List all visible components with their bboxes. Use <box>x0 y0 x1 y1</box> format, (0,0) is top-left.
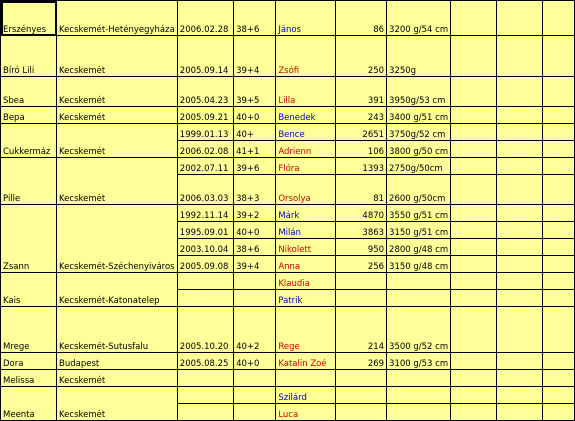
table-row <box>1 273 575 290</box>
cell-birth-weight[interactable]: 3750g/52 cm <box>387 124 451 141</box>
cell-extra-2[interactable] <box>497 141 543 158</box>
cell-gestation-week[interactable]: 40+0 <box>234 353 276 370</box>
cell-child-name[interactable]: Adrienn <box>276 141 336 158</box>
cell-extra-1[interactable] <box>451 256 497 273</box>
cell-extra-2[interactable] <box>497 77 543 107</box>
cell-birth-date[interactable]: 1999.01.13 <box>177 124 233 141</box>
cell-birth-weight[interactable]: 2800 g/48 cm <box>387 239 451 256</box>
cell-nickname[interactable]: Dora <box>1 353 57 370</box>
cell-extra-1[interactable] <box>451 1 497 36</box>
cell-extra-3[interactable] <box>543 256 575 273</box>
cell-extra-1[interactable] <box>451 124 497 141</box>
cell-birth-weight[interactable]: 2750g/50cm <box>387 158 451 175</box>
cell-birth-date[interactable] <box>177 273 233 290</box>
cell-child-name[interactable]: Rege <box>276 307 336 353</box>
cell-extra-3[interactable] <box>543 273 575 290</box>
cell-post-count[interactable]: 2651 <box>336 124 387 141</box>
cell-extra-3[interactable] <box>543 353 575 370</box>
cell-birth-weight[interactable] <box>387 290 451 307</box>
cell-post-count[interactable]: 86 <box>336 1 387 36</box>
cell-birth-date[interactable] <box>177 404 233 421</box>
cell-birth-weight[interactable]: 3550 g/51 cm <box>387 205 451 222</box>
cell-child-name[interactable]: Flóra <box>276 158 336 175</box>
cell-birth-date[interactable] <box>177 387 233 404</box>
cell-birth-weight[interactable]: 2600 g/50cm <box>387 175 451 205</box>
cell-birth-date[interactable]: 2006.02.28 <box>177 1 233 36</box>
cell-birth-weight[interactable]: 3950g/53 cm <box>387 77 451 107</box>
cell-city[interactable]: Kecskemét-Sutusfalu <box>57 307 178 353</box>
cell-city[interactable]: Budapest <box>57 353 178 370</box>
cell-extra-2[interactable] <box>497 353 543 370</box>
cell-extra-1[interactable] <box>451 307 497 353</box>
cell-child-name[interactable]: Milán <box>276 222 336 239</box>
table-row <box>1 158 575 175</box>
cell-post-count[interactable]: 4870 <box>336 205 387 222</box>
cell-gestation-week[interactable]: 40+0 <box>234 222 276 239</box>
cell-extra-3[interactable] <box>543 387 575 404</box>
cell-post-count[interactable] <box>336 387 387 404</box>
cell-gestation-week[interactable] <box>234 370 276 387</box>
cell-post-count[interactable]: 269 <box>336 353 387 370</box>
cell-post-count[interactable] <box>336 273 387 290</box>
table-row <box>1 307 575 353</box>
cell-birth-date[interactable] <box>177 370 233 387</box>
cell-birth-date[interactable]: 2005.09.08 <box>177 256 233 273</box>
cell-birth-weight[interactable] <box>387 387 451 404</box>
cell-extra-3[interactable] <box>543 124 575 141</box>
cell-city[interactable]: Kecskemét-Széchenyiváros <box>57 205 178 273</box>
cell-birth-date[interactable] <box>177 290 233 307</box>
cell-birth-date[interactable]: 2005.04.23 <box>177 77 233 107</box>
cell-city[interactable]: Kecskemét <box>57 107 178 124</box>
cell-extra-1[interactable] <box>451 353 497 370</box>
cell-gestation-week[interactable] <box>234 290 276 307</box>
cell-extra-1[interactable] <box>451 205 497 222</box>
cell-extra-3[interactable] <box>543 307 575 353</box>
cell-extra-2[interactable] <box>497 222 543 239</box>
grid-body <box>1 1 575 421</box>
cell-child-name[interactable]: Szilárd <box>276 387 336 404</box>
cell-gestation-week[interactable]: 39+6 <box>234 158 276 175</box>
cell-birth-date[interactable]: 2005.08.25 <box>177 353 233 370</box>
cell-birth-weight[interactable]: 3800 g/50 cm <box>387 141 451 158</box>
table-row <box>1 36 575 77</box>
cell-city[interactable]: Kecskemét <box>57 158 178 205</box>
table-row <box>1 77 575 107</box>
cell-extra-2[interactable] <box>497 124 543 141</box>
cell-extra-1[interactable] <box>451 222 497 239</box>
cell-extra-2[interactable] <box>497 158 543 175</box>
cell-extra-2[interactable] <box>497 175 543 205</box>
cell-extra-2[interactable] <box>497 107 543 124</box>
cell-birth-date[interactable]: 2005.09.14 <box>177 36 233 77</box>
cell-extra-1[interactable] <box>451 370 497 387</box>
cell-extra-1[interactable] <box>451 36 497 77</box>
cell-gestation-week[interactable]: 38+3 <box>234 175 276 205</box>
cell-extra-3[interactable] <box>543 36 575 77</box>
cell-nickname[interactable]: Sbea <box>1 77 57 107</box>
table-row <box>1 205 575 222</box>
cell-child-name[interactable]: Klaudia <box>276 273 336 290</box>
cell-extra-1[interactable] <box>451 77 497 107</box>
cell-nickname[interactable]: Mrege <box>1 307 57 353</box>
cell-extra-3[interactable] <box>543 290 575 307</box>
cell-birth-weight[interactable] <box>387 273 451 290</box>
cell-birth-date[interactable]: 2002.07.11 <box>177 158 233 175</box>
cell-extra-3[interactable] <box>543 404 575 421</box>
cell-child-name[interactable]: Benedek <box>276 107 336 124</box>
cell-birth-date[interactable]: 2005.10.20 <box>177 307 233 353</box>
cell-post-count[interactable] <box>336 290 387 307</box>
cell-nickname[interactable]: Bepa <box>1 107 57 124</box>
cell-extra-2[interactable] <box>497 36 543 77</box>
table-row <box>1 107 575 124</box>
cell-child-name[interactable]: Zsófi <box>276 36 336 77</box>
cell-city[interactable]: Kecskemét <box>57 124 178 158</box>
cell-post-count[interactable]: 1393 <box>336 158 387 175</box>
cell-post-count[interactable]: 243 <box>336 107 387 124</box>
cell-city[interactable]: Kecskemét <box>57 77 178 107</box>
table-row <box>1 1 575 36</box>
cell-city[interactable]: Kecskemét <box>57 36 178 77</box>
cell-gestation-week[interactable]: 38+6 <box>234 1 276 36</box>
cell-gestation-week[interactable]: 40+0 <box>234 107 276 124</box>
cell-extra-2[interactable] <box>497 370 543 387</box>
cell-extra-3[interactable] <box>543 205 575 222</box>
cell-extra-2[interactable] <box>497 205 543 222</box>
cell-nickname[interactable]: Bíró Lili <box>1 36 57 77</box>
cell-gestation-week[interactable] <box>234 404 276 421</box>
cell-post-count[interactable]: 256 <box>336 256 387 273</box>
cell-gestation-week[interactable]: 39+4 <box>234 256 276 273</box>
cell-birth-weight[interactable]: 3200 g/54 cm <box>387 1 451 36</box>
cell-birth-date[interactable]: 1995.09.01 <box>177 222 233 239</box>
cell-child-name[interactable]: Luca <box>276 404 336 421</box>
cell-post-count[interactable]: 3863 <box>336 222 387 239</box>
cell-extra-3[interactable] <box>543 77 575 107</box>
cell-gestation-week[interactable] <box>234 273 276 290</box>
cell-extra-2[interactable] <box>497 256 543 273</box>
cell-extra-1[interactable] <box>451 273 497 290</box>
cell-extra-2[interactable] <box>497 307 543 353</box>
cell-city[interactable]: Kecskemét <box>57 370 178 387</box>
cell-extra-2[interactable] <box>497 273 543 290</box>
cell-child-name[interactable]: Orsolya <box>276 175 336 205</box>
cell-birth-weight[interactable]: 3400 g/51 cm <box>387 107 451 124</box>
cell-birth-date[interactable]: 1992.11.14 <box>177 205 233 222</box>
cell-gestation-week[interactable]: 39+5 <box>234 77 276 107</box>
cell-post-count[interactable]: 950 <box>336 239 387 256</box>
cell-extra-1[interactable] <box>451 141 497 158</box>
cell-extra-3[interactable] <box>543 239 575 256</box>
table-row <box>1 353 575 370</box>
cell-extra-2[interactable] <box>497 404 543 421</box>
cell-nickname[interactable]: Kais <box>1 273 57 307</box>
cell-post-count[interactable]: 250 <box>336 36 387 77</box>
cell-birth-date[interactable]: 2003.10.04 <box>177 239 233 256</box>
cell-post-count[interactable] <box>336 370 387 387</box>
table-row <box>1 387 575 404</box>
cell-extra-3[interactable] <box>543 222 575 239</box>
cell-extra-2[interactable] <box>497 1 543 36</box>
cell-gestation-week[interactable]: 41+1 <box>234 141 276 158</box>
cell-child-name[interactable]: Nikolett <box>276 239 336 256</box>
cell-birth-weight[interactable]: 3150 g/48 cm <box>387 256 451 273</box>
cell-nickname[interactable]: Pille <box>1 158 57 205</box>
table-row <box>1 370 575 387</box>
cell-child-name[interactable]: Lilla <box>276 77 336 107</box>
cell-gestation-week[interactable]: 39+4 <box>234 36 276 77</box>
cell-post-count[interactable]: 106 <box>336 141 387 158</box>
cell-nickname[interactable]: Erszényes <box>1 1 57 36</box>
cell-extra-1[interactable] <box>451 239 497 256</box>
cell-child-name[interactable] <box>276 370 336 387</box>
cell-birth-date[interactable]: 2005.09.21 <box>177 107 233 124</box>
cell-child-name[interactable]: Patrik <box>276 290 336 307</box>
cell-extra-2[interactable] <box>497 387 543 404</box>
cell-extra-1[interactable] <box>451 404 497 421</box>
cell-city[interactable]: Kecskemét-Katonatelep <box>57 273 178 307</box>
cell-post-count[interactable] <box>336 404 387 421</box>
cell-extra-3[interactable] <box>543 141 575 158</box>
cell-extra-1[interactable] <box>451 158 497 175</box>
cell-birth-weight[interactable]: 3150 g/51 cm <box>387 222 451 239</box>
cell-gestation-week[interactable] <box>234 387 276 404</box>
cell-extra-3[interactable] <box>543 370 575 387</box>
cell-extra-1[interactable] <box>451 290 497 307</box>
cell-child-name[interactable]: János <box>276 1 336 36</box>
cell-nickname[interactable]: Meenta <box>1 387 57 421</box>
cell-birth-weight[interactable] <box>387 404 451 421</box>
cell-post-count[interactable]: 81 <box>336 175 387 205</box>
cell-birth-date[interactable]: 2006.02.08 <box>177 141 233 158</box>
cell-nickname[interactable]: Zsann <box>1 205 57 273</box>
cell-extra-3[interactable] <box>543 107 575 124</box>
cell-birth-weight[interactable]: 3500 g/52 cm <box>387 307 451 353</box>
cell-child-name[interactable]: Márk <box>276 205 336 222</box>
cell-birth-weight[interactable] <box>387 370 451 387</box>
cell-extra-3[interactable] <box>543 175 575 205</box>
cell-birth-date[interactable]: 2006.03.03 <box>177 175 233 205</box>
cell-gestation-week[interactable]: 39+2 <box>234 205 276 222</box>
cell-extra-2[interactable] <box>497 239 543 256</box>
cell-gestation-week[interactable]: 38+6 <box>234 239 276 256</box>
cell-child-name[interactable]: Katalin Zoé <box>276 353 336 370</box>
cell-birth-weight[interactable]: 3250g <box>387 36 451 77</box>
cell-extra-3[interactable] <box>543 158 575 175</box>
cell-nickname[interactable]: Cukkermáz <box>1 124 57 158</box>
cell-post-count[interactable]: 391 <box>336 77 387 107</box>
cell-birth-weight[interactable]: 3100 g/53 cm <box>387 353 451 370</box>
cell-extra-1[interactable] <box>451 107 497 124</box>
cell-gestation-week[interactable]: 40+2 <box>234 307 276 353</box>
cell-child-name[interactable]: Anna <box>276 256 336 273</box>
cell-city[interactable]: Kecskemét <box>57 387 178 421</box>
cell-extra-2[interactable] <box>497 290 543 307</box>
cell-nickname[interactable]: Melissa <box>1 370 57 387</box>
cell-city[interactable]: Kecskemét-Hetényegyháza <box>57 1 178 36</box>
cell-extra-1[interactable] <box>451 175 497 205</box>
cell-post-count[interactable]: 214 <box>336 307 387 353</box>
table-row <box>1 124 575 141</box>
cell-extra-1[interactable] <box>451 387 497 404</box>
cell-gestation-week[interactable]: 40+ <box>234 124 276 141</box>
cell-child-name[interactable]: Bence <box>276 124 336 141</box>
cell-extra-3[interactable] <box>543 1 575 36</box>
